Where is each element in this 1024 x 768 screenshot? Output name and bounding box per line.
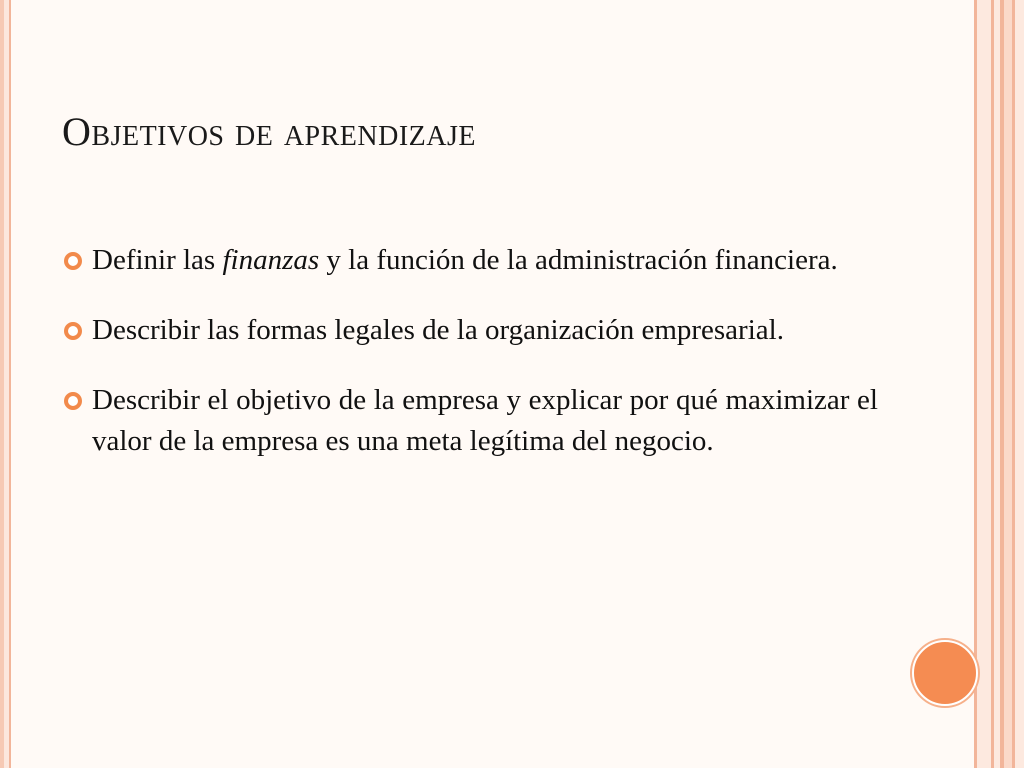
bullet-item xyxy=(62,240,878,281)
right-stripe xyxy=(1004,0,1012,768)
left-border-decoration xyxy=(0,0,11,768)
bullet-text xyxy=(92,240,878,281)
right-border-decoration xyxy=(974,0,1024,768)
bullet-list xyxy=(62,240,878,491)
bullet-text-end: y la función de la administración financiera. xyxy=(319,244,838,276)
bullet-text-start: Definir las xyxy=(92,244,223,276)
bullet-emphasis: finanzas xyxy=(222,244,320,276)
ring-bullet-icon xyxy=(64,322,82,340)
slide-title: Objetivos de aprendizaje xyxy=(62,109,476,154)
right-stripe xyxy=(977,0,991,768)
ring-bullet-icon xyxy=(64,252,82,270)
bullet-text-start: Describir el objetivo de la empresa y explicar por qué maximizar el valor de la empresa es una meta legítima del negocio. xyxy=(92,384,878,457)
right-stripe xyxy=(1015,0,1024,768)
bullet-text-start: Describir las formas legales de la organización empresarial. xyxy=(92,314,784,346)
ring-bullet-icon xyxy=(64,392,82,410)
bullet-text xyxy=(92,310,878,351)
bullet-item xyxy=(62,310,878,351)
orange-circle-icon xyxy=(912,640,978,706)
bullet-text xyxy=(92,380,878,462)
bullet-item xyxy=(62,380,878,462)
